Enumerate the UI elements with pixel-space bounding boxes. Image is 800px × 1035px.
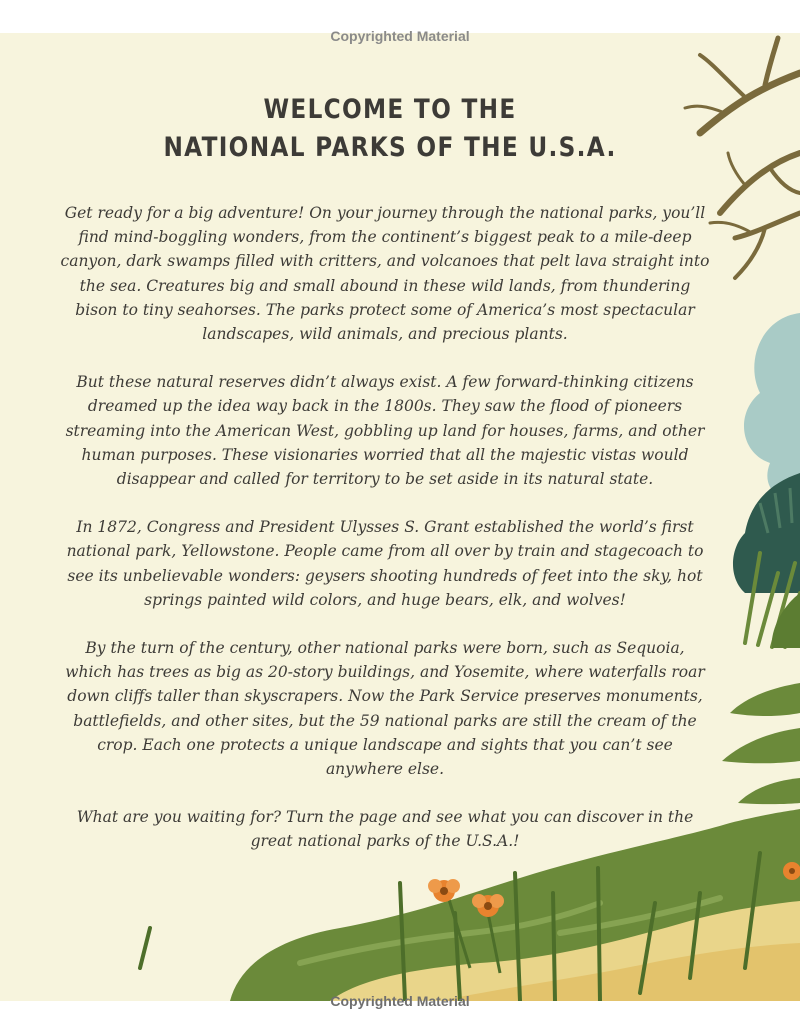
paragraph-4: By the turn of the century, other national parks were born, such as Sequoia, which has trees as big as 20-story buildings, and Yosemite, where waterfalls roar down cliffs taller than skyscrapers. Now the Park Service preserves monuments, battlefields, and other sites, but the 59 national parks are still the cream of the crop. Each one protects a unique landscape and sights that you can’t see anywhere else. [65, 639, 705, 779]
page-title [55, 91, 726, 167]
paragraph-5: What are you waiting for? Turn the page and see what you can discover in the great national parks of the U.S.A.! [76, 808, 694, 851]
copyright-watermark-top: Copyrighted Material [330, 28, 470, 44]
paragraph-1: Get ready for a big adventure! On your journey through the national parks, you’ll find mind-boggling wonders, from the continent’s biggest peak to a mile-deep canyon, dark swamps filled with critters, and volcanoes that pelt lava straight into the sea. Creatures big and small abound in these wild lands, from thundering bison to tiny seahorses. The parks protect some of America’s most spectacular landscapes, wild animals, and precious plants. [60, 204, 710, 344]
paragraph-2: But these natural reserves didn’t always exist. A few forward-thinking citizens dreamed up the idea way back in the 1800s. They saw the flood of pioneers streaming into the American West, gobbling up land for houses, farms, and other human purposes. These visionaries worried that all the majestic vistas would disappear and called for territory to be set aside in its natural state. [65, 373, 705, 489]
copyright-watermark-bottom: Copyrighted Material [330, 993, 470, 1009]
title-line-2: NATIONAL PARKS OF THE U.S.A. [163, 132, 617, 163]
paragraph-3: In 1872, Congress and President Ulysses S. Grant established the world’s first national park, Yellowstone. People came from all over by train and stagecoach to see its unbelievable wonders: geysers shooting hundreds of feet into the sky, hot springs painted wild colors, and huge bears, elk, and wolves! [66, 518, 704, 609]
teal-bush [744, 313, 800, 503]
book-page [0, 33, 800, 1001]
intro-text [60, 201, 710, 878]
title-line-1: WELCOME TO THE [263, 94, 517, 125]
